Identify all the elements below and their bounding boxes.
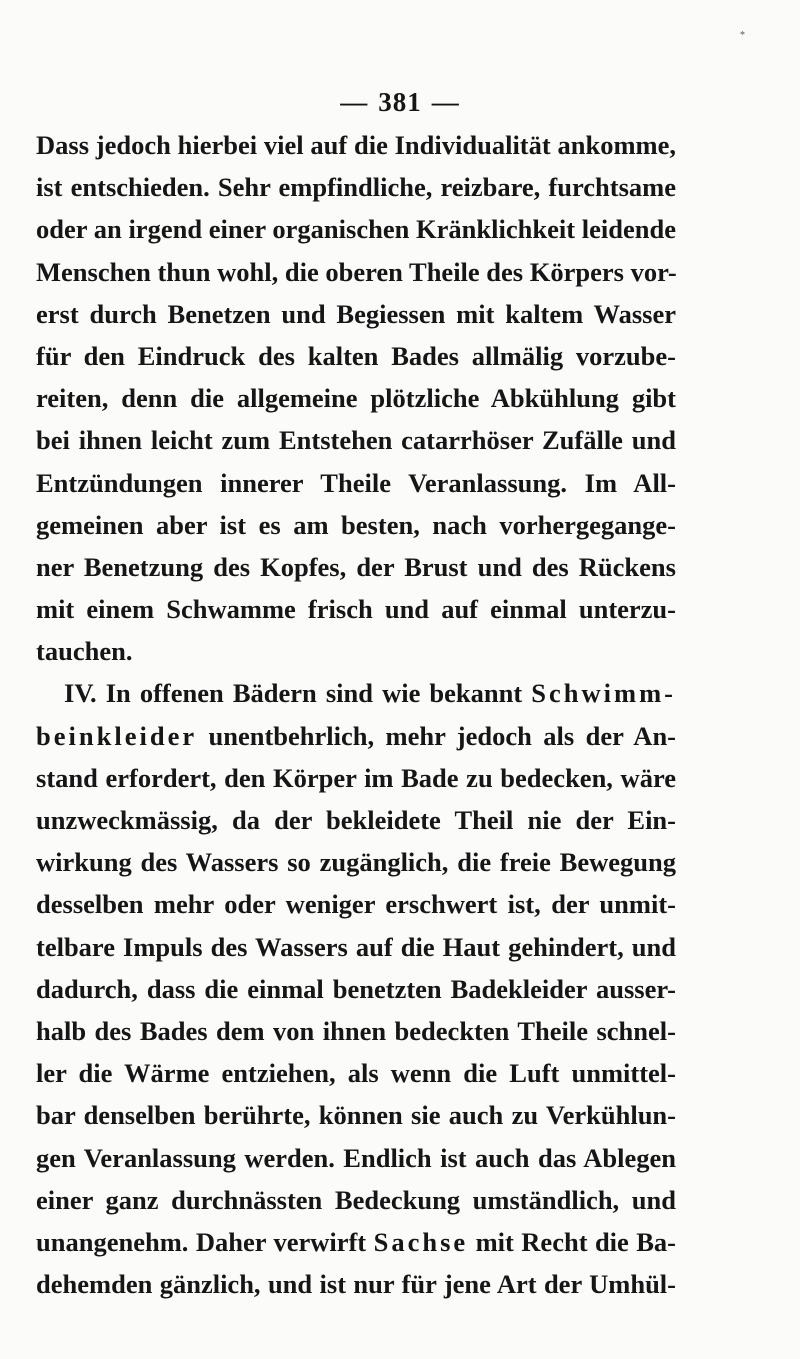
text-line: bei ihnen leicht zum Entstehen catarrhöser Zufälle und <box>36 425 676 456</box>
text-line: unzweckmässig, da der bekleidete Theil nie der Ein- <box>36 805 676 835</box>
text-line: oder an irgend einer organischen Kränklichkeit leidende <box>36 214 676 245</box>
text-line: ler die Wärme entziehen, als wenn die Luft unmittel- <box>36 1058 676 1089</box>
text-line: telbare Impuls des Wassers auf die Haut gehindert, und <box>36 931 676 962</box>
page-number: 381 <box>378 87 422 117</box>
text-line: für den Eindruck des kalten Bades allmälig vorzube- <box>36 340 676 371</box>
text-line: bar denselben berührte, können sie auch zu Verkühlun- <box>36 1100 676 1131</box>
spaced-word: beinkleider <box>36 720 198 751</box>
text-line: ist entschieden. Sehr empfindliche, reizbare, furchtsame <box>36 172 676 203</box>
text-line: wirkung des Wassers so zugänglich, die freie Bewegung <box>36 847 676 878</box>
header-dash-left: — <box>340 87 369 117</box>
text-line <box>36 715 676 757</box>
text-line: Entzündungen innerer Theile Veranlassung. Im All- <box>36 467 676 498</box>
text-span: unangenehm. Daher verwirft <box>36 1226 367 1257</box>
text-span: unentbehrlich, mehr jedoch als der An- <box>208 720 677 751</box>
text-line: desselben mehr oder weniger erschwert ist, der unmit- <box>36 889 676 920</box>
header-dash-right: — <box>431 87 460 117</box>
text-line: tauchen. <box>36 636 133 667</box>
text-line: reiten, denn die allgemeine plötzliche Abkühlung gibt <box>36 383 676 414</box>
text-line: gen Veranlassung werden. Endlich ist auch das Ablegen <box>36 1142 676 1173</box>
text-line: mit einem Schwamme frisch und auf einmal unterzu- <box>36 594 676 625</box>
text-line: halb des Bades dem von ihnen bedeckten Theile schnel- <box>36 1015 676 1046</box>
text-line: gemeinen aber ist es am besten, nach vorhergegange- <box>36 509 676 540</box>
text-line <box>36 1221 676 1263</box>
text-span: IV. In offenen Bädern sind wie bekannt <box>64 678 523 709</box>
text-line <box>36 672 676 714</box>
margin-mark: * <box>740 30 745 41</box>
spaced-word: Sachse <box>373 1226 469 1257</box>
text-line: Dass jedoch hierbei viel auf die Individualität ankomme, <box>36 130 676 160</box>
text-span: mit Recht die Ba- <box>475 1226 676 1257</box>
text-line: ner Benetzung des Kopfes, der Brust und des Rückens <box>36 551 676 582</box>
text-line: dehemden gänzlich, und ist nur für jene Art der Umhül- <box>36 1269 676 1300</box>
spaced-word: Schwimm- <box>531 678 676 709</box>
text-line: einer ganz durchnässten Bedeckung umständlich, und <box>36 1184 676 1215</box>
text-line: erst durch Benetzen und Begiessen mit kaltem Wasser <box>36 298 676 329</box>
page-header <box>0 84 800 120</box>
text-line: dadurch, dass die einmal benetzten Badekleider ausser- <box>36 973 676 1004</box>
text-line: Menschen thun wohl, die oberen Theile des Körpers vor- <box>36 256 677 287</box>
text-line: stand erfordert, den Körper im Bade zu bedecken, wäre <box>36 762 676 793</box>
body-text <box>36 124 676 1305</box>
